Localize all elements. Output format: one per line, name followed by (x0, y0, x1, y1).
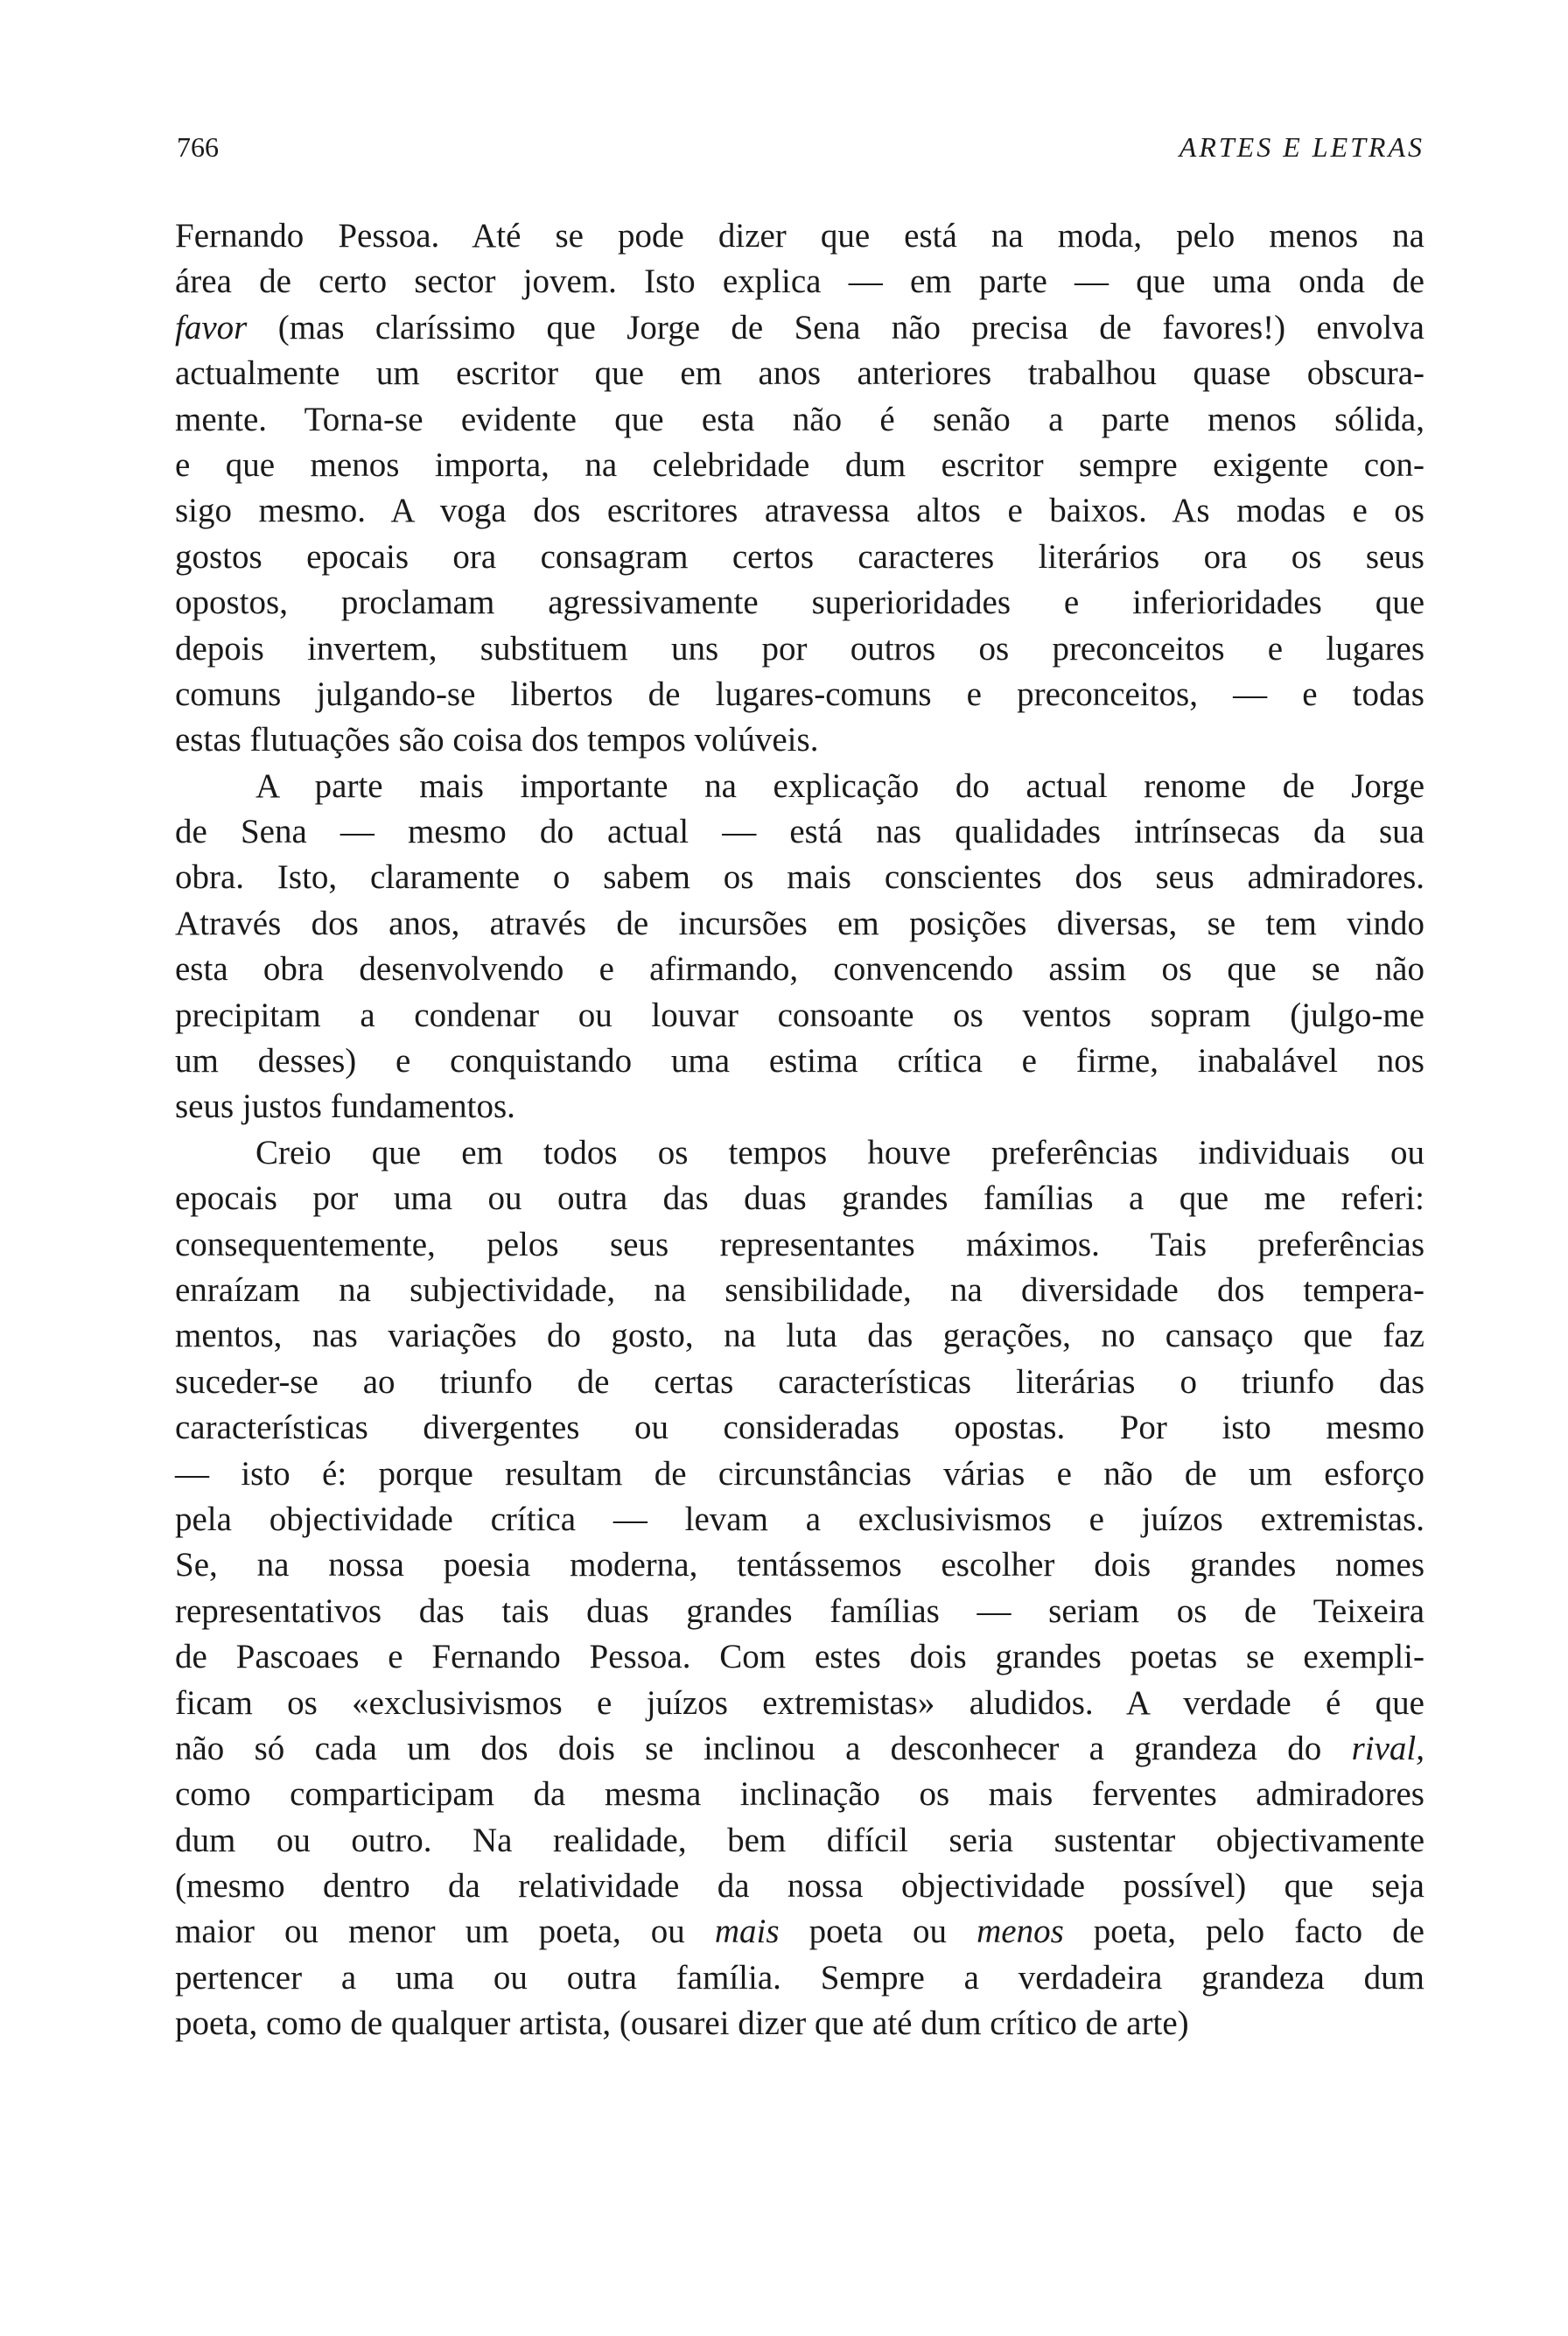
text-segment: opostos, proclamam agressivamente superioridades e inferioridades que (175, 584, 1424, 622)
text-segment: poeta, como de qualquer artista, (ousarei dizer que até dum crítico de arte) (175, 2004, 1189, 2043)
text-line (175, 488, 1424, 534)
text-segment: enraízam na subjectividade, na sensibilidade, na diversidade dos tempera- (175, 1270, 1424, 1309)
text-segment: de Pascoaes e Fernando Pessoa. Com estes dois grandes poetas se exempli- (175, 1638, 1424, 1676)
text-segment: (mesmo dentro da relatividade da nossa objectividade possível) que seja (175, 1867, 1424, 1906)
text-line (175, 1360, 1424, 1405)
text-line (175, 2001, 1424, 2046)
text-segment: dum ou outro. Na realidade, bem difícil seria sustentar objectivamente (175, 1821, 1424, 1859)
italic-text: mais (714, 1913, 780, 1951)
paragraph (175, 1130, 1424, 2047)
text-segment: mente. Torna-se evidente que esta não é senão a parte menos sólida, (175, 400, 1424, 438)
text-line (175, 259, 1424, 304)
text-segment: gostos epocais ora consagram certos caracteres literários ora os seus (175, 537, 1424, 576)
text-segment: características divergentes ou consideradas opostas. Por isto mesmo (175, 1409, 1424, 1447)
text-line (175, 855, 1424, 900)
text-line (175, 1681, 1424, 1726)
text-line (175, 947, 1424, 992)
text-line (175, 1497, 1424, 1542)
text-segment: não só cada um dos dois se inclinou a desconhecer a grandeza do (175, 1729, 1352, 1767)
text-line (175, 1405, 1424, 1451)
text-segment: Creio que em todos os tempos houve preferências individuais ou (256, 1133, 1424, 1171)
paragraph (175, 764, 1424, 1130)
text-line (175, 1909, 1424, 1955)
text-line (175, 213, 1424, 259)
text-segment: actualmente um escritor que em anos anteriores trabalhou quase obscura- (175, 354, 1424, 393)
text-segment: um desses) e conquistando uma estima crítica e firme, inabalável nos (175, 1042, 1424, 1081)
text-segment: de Sena — mesmo do actual — está nas qualidades intrínsecas da sua (175, 813, 1424, 851)
text-segment: depois invertem, substituem uns por outros os preconceitos e lugares (175, 629, 1424, 668)
text-segment: Fernando Pessoa. Até se pode dizer que está na moda, pelo menos na (175, 217, 1424, 255)
text-line (175, 626, 1424, 672)
text-line (175, 1039, 1424, 1084)
text-line (175, 1818, 1424, 1864)
text-segment: comuns julgando-se libertos de lugares-comuns e preconceitos, — e todas (175, 675, 1424, 713)
text-line (175, 1955, 1424, 2001)
body-text (175, 213, 1424, 2047)
text-line (175, 1084, 1424, 1130)
paragraph (175, 213, 1424, 764)
text-segment: epocais por uma ou outra das duas grandes famílias a que me referi: (175, 1179, 1424, 1218)
text-segment: maior ou menor um poeta, ou (175, 1913, 715, 1951)
text-line (175, 1268, 1424, 1313)
text-line (175, 397, 1424, 443)
page-number: 766 (177, 131, 219, 163)
text-line (175, 535, 1424, 580)
text-segment: esta obra desenvolvendo e afirmando, convencendo assim os que se não (175, 950, 1424, 989)
text-segment: suceder-se ao triunfo de certas características literárias o triunfo das (175, 1362, 1424, 1401)
running-head: ARTES E LETRAS (1179, 131, 1424, 163)
text-line (175, 1589, 1424, 1634)
page-header (177, 131, 1424, 175)
text-line (175, 717, 1424, 763)
text-segment: precipitam a condenar ou louvar consoante os ventos sopram (julgo-me (175, 996, 1424, 1034)
text-segment: seus justos fundamentos. (175, 1088, 515, 1126)
text-segment: pela objectividade crítica — levam a exclusivismos e juízos extremistas. (175, 1500, 1424, 1538)
text-segment: como comparticipam da mesma inclinação os mais ferventes admiradores (175, 1775, 1424, 1814)
text-line (175, 901, 1424, 947)
text-segment: e que menos importa, na celebridade dum escritor sempre exigente con- (175, 445, 1424, 484)
text-segment: A parte mais importante na explicação do actual renome de Jorge (256, 766, 1424, 805)
text-segment: estas flutuações são coisa dos tempos volúveis. (175, 721, 819, 759)
text-line (175, 993, 1424, 1039)
text-line (175, 1130, 1424, 1176)
text-line (175, 764, 1424, 809)
text-segment: representativos das tais duas grandes famílias — seriam os de Teixeira (175, 1591, 1424, 1630)
text-segment: consequentemente, pelos seus representantes máximos. Tais preferências (175, 1225, 1424, 1263)
italic-text: rival, (1351, 1729, 1424, 1767)
italic-text: menos (976, 1913, 1064, 1951)
text-line (175, 305, 1424, 351)
text-line (175, 1542, 1424, 1588)
text-segment: poeta ou (779, 1913, 977, 1951)
text-line (175, 1772, 1424, 1817)
text-segment: poeta, pelo facto de (1063, 1913, 1424, 1951)
text-segment: ficam os «exclusivismos e juízos extremistas» aludidos. A verdade é que (175, 1683, 1424, 1722)
text-segment: mentos, nas variações do gosto, na luta das gerações, no cansaço que faz (175, 1317, 1424, 1355)
text-line (175, 1634, 1424, 1680)
text-segment: obra. Isto, claramente o sabem os mais conscientes dos seus admiradores. (175, 858, 1424, 897)
text-line (175, 1451, 1424, 1497)
text-segment: (mas claríssimo que Jorge de Sena não precisa de favores!) envolva (247, 308, 1424, 346)
text-segment: sigo mesmo. A voga dos escritores atravessa altos e baixos. As modas e os (175, 492, 1424, 530)
text-segment: área de certo sector jovem. Isto explica — em parte — que uma onda de (175, 262, 1424, 301)
text-line (175, 809, 1424, 855)
text-line (175, 1176, 1424, 1221)
text-segment: — isto é: porque resultam de circunstâncias várias e não de um esforço (175, 1454, 1424, 1493)
text-segment: Se, na nossa poesia moderna, tentássemos escolher dois grandes nomes (175, 1546, 1424, 1584)
italic-text: favor (175, 308, 248, 346)
text-line (175, 443, 1424, 488)
text-line (175, 1864, 1424, 1909)
text-line (175, 672, 1424, 717)
text-line (175, 351, 1424, 396)
text-line (175, 1313, 1424, 1359)
text-line (175, 1726, 1424, 1772)
text-segment: Através dos anos, através de incursões em posições diversas, se tem vindo (175, 904, 1424, 942)
text-line (175, 580, 1424, 626)
text-segment: pertencer a uma ou outra família. Sempre a verdadeira grandeza dum (175, 1958, 1424, 1997)
text-line (175, 1222, 1424, 1268)
